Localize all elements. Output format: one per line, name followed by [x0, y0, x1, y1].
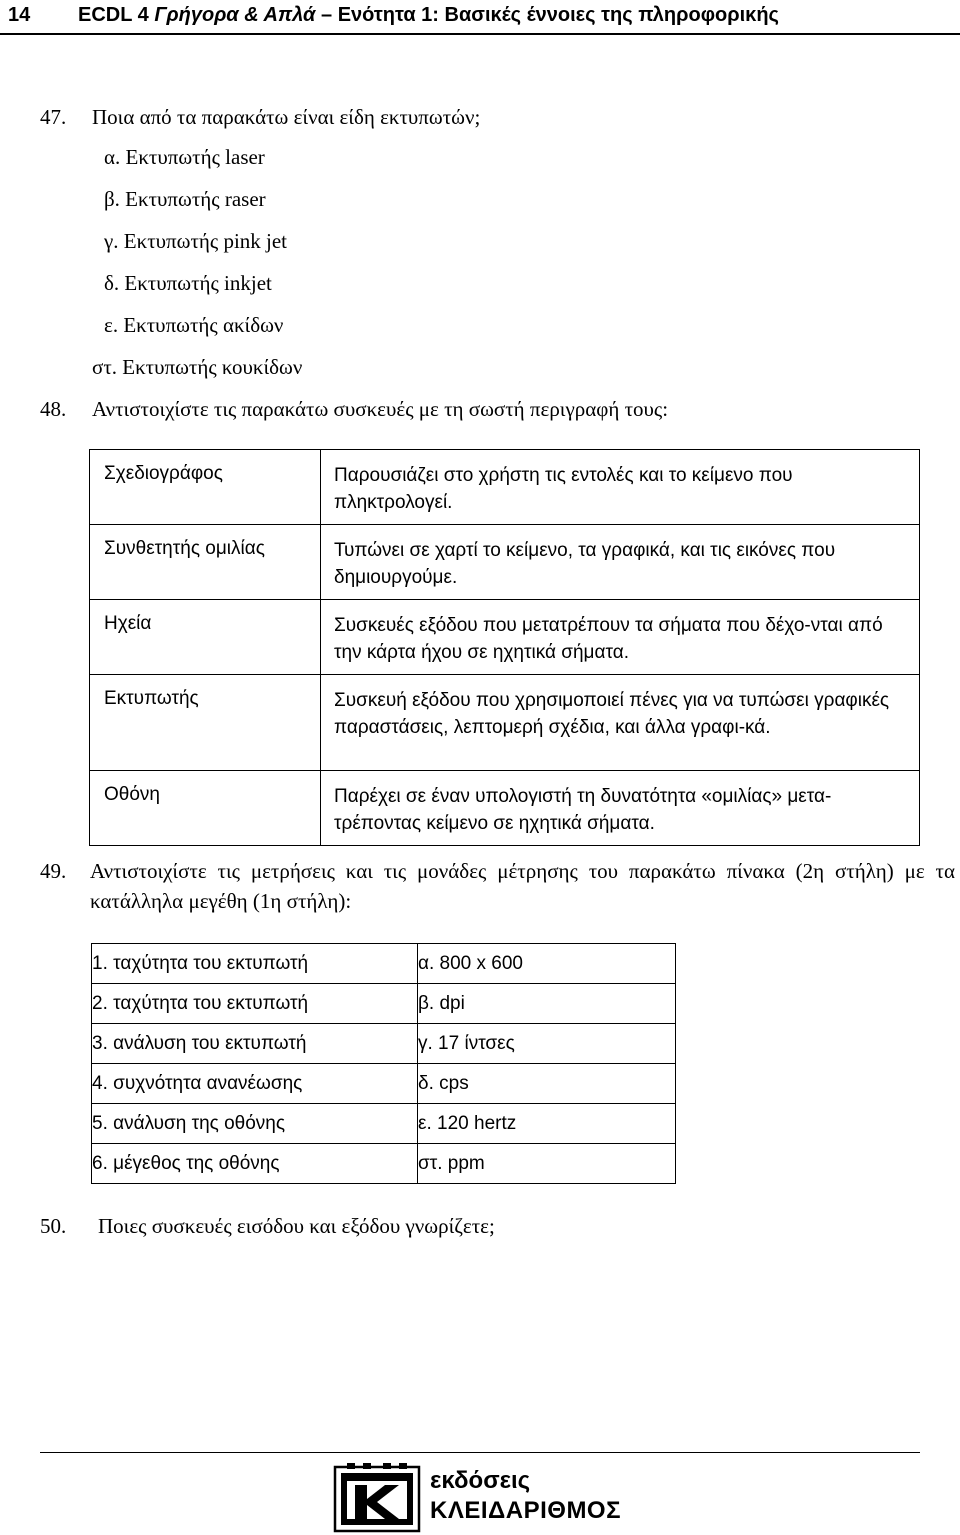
device-cell: Συνθετητής ομιλίας: [90, 525, 321, 600]
description-cell: Παρουσιάζει στο χρήστη τις εντολές και το κείμενο που πληκτρολογεί.: [321, 450, 920, 525]
table-row: [90, 450, 920, 525]
quantity-cell: 2. ταχύτητα του εκτυπωτή: [92, 984, 418, 1024]
option-f: στ. Εκτυπωτής κουκίδων: [92, 355, 303, 379]
page-number: 14: [8, 4, 31, 26]
unit-cell: ε. 120 hertz: [418, 1104, 676, 1144]
running-title: [78, 4, 779, 27]
question-number: 47.: [40, 105, 67, 129]
chapter-title: – Ενότητα 1: Βασικές έννοιες της πληροφορικής: [321, 4, 779, 26]
question-text: Ποια από τα παρακάτω είναι είδη εκτυπωτών;: [92, 105, 481, 129]
device-cell: Οθόνη: [90, 771, 321, 846]
table-row: [90, 675, 920, 771]
quantity-cell: 5. ανάλυση της οθόνης: [92, 1104, 418, 1144]
publisher-logo-icon: [333, 1463, 421, 1533]
page-header: [0, 0, 960, 35]
quantity-cell: 6. μέγεθος της οθόνης: [92, 1144, 418, 1184]
table-row: [92, 1104, 676, 1144]
description-cell: Συσκευές εξόδου που μετατρέπουν τα σήματα που δέχο-νται από την κάρτα ήχου σε ηχητικά σήματα.: [321, 600, 920, 675]
table-row: [90, 525, 920, 600]
quantity-cell: 3. ανάλυση του εκτυπωτή: [92, 1024, 418, 1064]
unit-cell: β. dpi: [418, 984, 676, 1024]
quantity-cell: 4. συχνότητα ανανέωσης: [92, 1064, 418, 1104]
description-cell: Παρέχει σε έναν υπολογιστή τη δυνατότητα «ομιλίας» μετα-τρέποντας κείμενο σε ηχητικά σήματα.: [321, 771, 920, 846]
option-d: δ. Εκτυπωτής inkjet: [104, 271, 272, 295]
device-cell: Σχεδιογράφος: [90, 450, 321, 525]
device-cell: Εκτυπωτής: [90, 675, 321, 771]
table-row: [92, 1064, 676, 1104]
quantity-cell: 1. ταχύτητα του εκτυπωτή: [92, 944, 418, 984]
table-row: [92, 1024, 676, 1064]
table-row: [90, 600, 920, 675]
footer-divider: [40, 1452, 920, 1453]
series-name: ECDL 4: [78, 4, 149, 26]
matching-table-measurements: [91, 943, 676, 1184]
option-a: α. Εκτυπωτής laser: [104, 145, 265, 169]
unit-cell: γ. 17 ίντσες: [418, 1024, 676, 1064]
table-row: [90, 771, 920, 846]
option-b: β. Εκτυπωτής raser: [104, 187, 266, 211]
description-cell: Συσκευή εξόδου που χρησιμοποιεί πένες για να τυπώσει γραφικές παραστάσεις, λεπτομερή σχέδια, και άλλα γραφι-κά.: [321, 675, 920, 771]
publisher-name-line1: εκδόσεις: [430, 1467, 531, 1494]
table-row: [92, 984, 676, 1024]
question-number: 50.: [40, 1214, 67, 1238]
table-row: [92, 944, 676, 984]
publisher-name-line2: ΚΛΕΙΔΑΡΙΘΜΟΣ: [430, 1497, 622, 1524]
question-text: Αντιστοιχίστε τις μετρήσεις και τις μονάδες μέτρησης του παρακάτω πίνακα (2η στήλη) με τα κατάλληλα μεγέθη (1η στήλη):: [90, 859, 955, 913]
unit-cell: στ. ppm: [418, 1144, 676, 1184]
question-text: Ποιες συσκευές εισόδου και εξόδου γνωρίζετε;: [98, 1214, 495, 1238]
description-cell: Τυπώνει σε χαρτί το κείμενο, τα γραφικά, και τις εικόνες που δημιουργούμε.: [321, 525, 920, 600]
device-cell: Ηχεία: [90, 600, 321, 675]
series-subtitle: Γρήγορα & Απλά: [154, 4, 316, 26]
question-number: 49.: [40, 859, 67, 883]
unit-cell: δ. cps: [418, 1064, 676, 1104]
matching-table-devices: [89, 449, 920, 846]
option-c: γ. Εκτυπωτής pink jet: [104, 229, 288, 253]
option-e: ε. Εκτυπωτής ακίδων: [104, 313, 284, 337]
unit-cell: α. 800 x 600: [418, 944, 676, 984]
question-text: Αντιστοιχίστε τις παρακάτω συσκευές με τη σωστή περιγραφή τους:: [92, 397, 669, 421]
question-number: 48.: [40, 397, 67, 421]
table-row: [92, 1144, 676, 1184]
